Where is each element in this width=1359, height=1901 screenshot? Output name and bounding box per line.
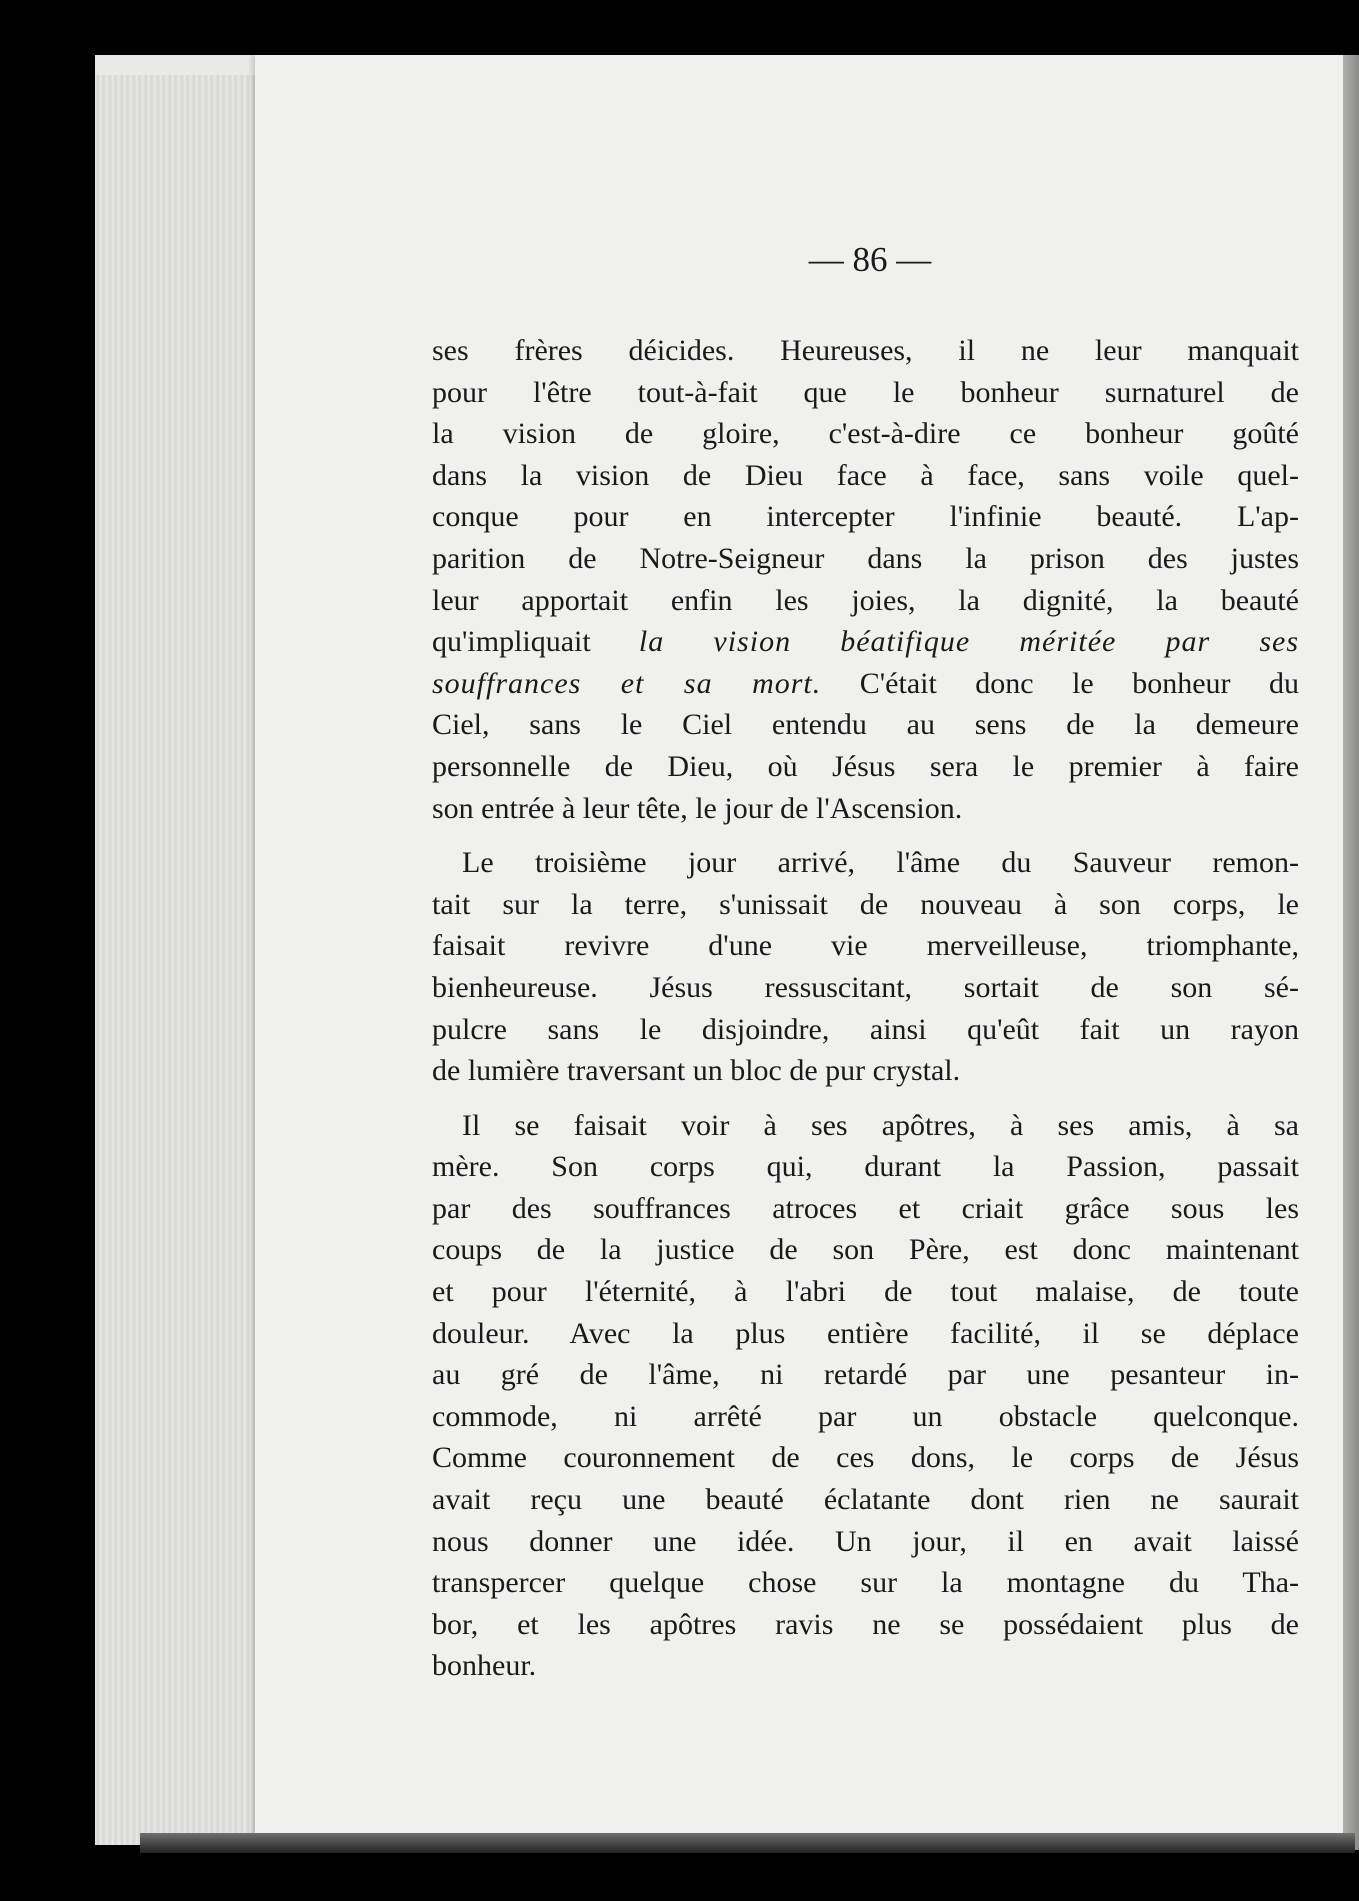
text-line: douleur. Avec la plus entière facilité, il se déplace (432, 1316, 1299, 1350)
text-line: Il se faisait voir à ses apôtres, à ses amis, à sa (462, 1108, 1299, 1142)
text-line: bienheureuse. Jésus ressuscitant, sortait de son sé- (432, 970, 1299, 1004)
text-line: faisait revivre d'une vie merveilleuse, triomphante, (432, 929, 1299, 963)
paragraph-2 (432, 842, 1299, 1092)
text-segment: C'était donc le bonheur du (821, 666, 1300, 700)
text-line: dans la vision de Dieu face à face, sans voile quel- (432, 458, 1299, 492)
text-line: par des souffrances atroces et criait grâce sous les (432, 1191, 1299, 1225)
text-line: mère. Son corps qui, durant la Passion, passait (432, 1150, 1299, 1184)
text-line: Comme couronnement de ces dons, le corps de Jésus (432, 1441, 1299, 1475)
text-line: bonheur. (432, 1649, 537, 1683)
book-spine (1343, 55, 1359, 1850)
italic-text: souffrances et sa mort. (432, 666, 822, 700)
text-line: nous donner une idée. Un jour, il en avait laissé (432, 1524, 1299, 1558)
text-line: et pour l'éternité, à l'abri de tout malaise, de toute (432, 1275, 1299, 1309)
text-line: bor, et les apôtres ravis ne se possédaient plus de (432, 1607, 1299, 1641)
text-line: de lumière traversant un bloc de pur crystal. (432, 1054, 961, 1088)
text-line: avait reçu une beauté éclatante dont rien ne saurait (432, 1483, 1299, 1517)
italic-text: la vision béatifique méritée par ses (638, 625, 1300, 659)
text-line: Le troisième jour arrivé, l'âme du Sauveur remon- (462, 846, 1299, 880)
text-line-mixed (432, 621, 1299, 663)
paragraph-1 (432, 330, 1299, 829)
text-line: leur apportait enfin les joies, la dignité, la beauté (432, 583, 1299, 617)
text-line: ses frères déicides. Heureuses, il ne leur manquait (432, 334, 1299, 367)
text-line-mixed (432, 663, 1299, 705)
text-line: au gré de l'âme, ni retardé par une pesanteur in- (432, 1358, 1299, 1392)
text-line: parition de Notre-Seigneur dans la prison des justes (432, 541, 1299, 575)
text-line: Ciel, sans le Ciel entendu au sens de la demeure (432, 708, 1299, 742)
text-line: coups de la justice de son Père, est donc maintenant (432, 1233, 1299, 1267)
body-text (432, 330, 1299, 1687)
text-line: personnelle de Dieu, où Jésus sera le premier à faire (432, 749, 1299, 783)
text-line: conque pour en intercepter l'infinie beauté. L'ap- (432, 500, 1299, 534)
page-number: — 86 — (808, 240, 932, 279)
text-line: pour l'être tout-à-fait que le bonheur surnaturel de (432, 375, 1299, 409)
text-line: la vision de gloire, c'est-à-dire ce bonheur goûté (432, 417, 1299, 451)
paragraph-3 (432, 1105, 1299, 1687)
text-line: son entrée à leur tête, le jour de l'Ascension. (432, 791, 963, 825)
text-line: commode, ni arrêté par un obstacle quelconque. (432, 1399, 1299, 1433)
page-edges (95, 75, 255, 1845)
text-line: pulcre sans le disjoindre, ainsi qu'eût fait un rayon (432, 1012, 1299, 1046)
bottom-shadow (140, 1833, 1355, 1853)
text-line: tait sur la terre, s'unissait de nouveau à son corps, le (432, 887, 1299, 921)
text-line: transpercer quelque chose sur la montagne du Tha- (432, 1566, 1299, 1600)
text-segment: qu'impliquait (432, 625, 639, 659)
